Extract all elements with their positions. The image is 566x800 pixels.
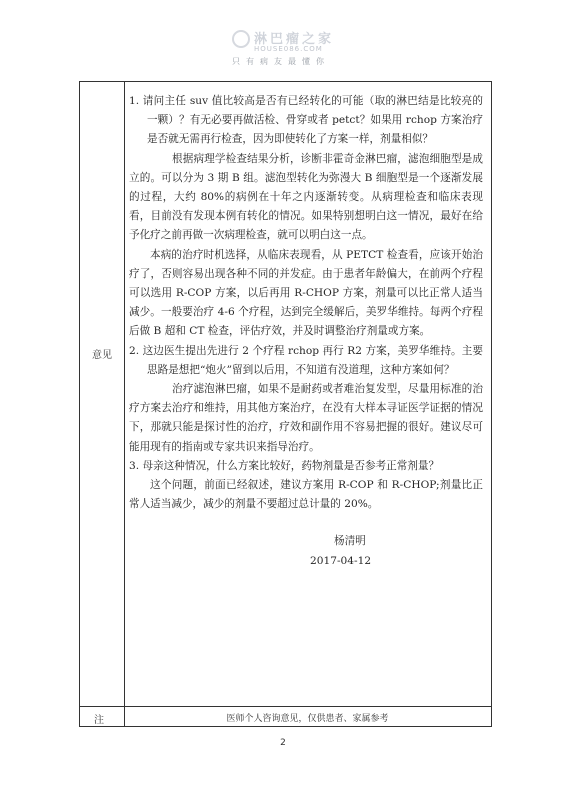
signature-date: 2017-04-12	[310, 554, 372, 567]
watermark-title: 淋巴瘤之家	[254, 32, 335, 47]
question-3: 3. 母亲这种情况，什么方案比较好，药物剂量是否参考正常剂量？	[129, 459, 440, 472]
row-divider	[80, 706, 491, 707]
opinion-label: 意见	[92, 350, 112, 361]
doctor-signature: 杨清明	[334, 535, 366, 548]
answer-3: 这个问题，前面已经叙述，建议方案用 R-COP 和 R-CHOP;剂量比正常人适当减少，减少的剂量不要超过总计量的 20%。	[129, 479, 483, 511]
opinion-content	[129, 92, 483, 571]
note-text: 医师个人咨询意见，仅供患者、家属参考	[226, 714, 389, 724]
column-divider	[124, 82, 125, 726]
watermark-logo-icon	[232, 30, 250, 48]
signature-block	[129, 532, 483, 570]
question-1: 1. 请问主任 suv 值比较高是否有已经转化的可能（取的淋巴结是比较亮的一颗）？有无必要再做活检、骨穿或者 petct？如果用 rchop 方案治疗是否就无需再行检查，因为即使转化了方案一样，剂量相似？	[129, 95, 483, 146]
watermark-slogan: 只有病友最懂你	[232, 57, 330, 66]
note-label: 注	[94, 715, 104, 726]
watermark	[232, 28, 382, 70]
answer-1-paragraph-2: 本病的治疗时机选择，从临床表现看，从 PETCT 检查看，应该开始治疗了，否则容易出现各种不同的并发症。由于患者年龄偏大，在前两个疗程可以选用 R-COP 方案，以后再用 R-CHOP 方案，剂量可以比正常人适当减少。一般要治疗 4-6 个疗程，达到完全缓解后，美罗华维持。每两个疗程后做 B 超和 CT 检查，评估疗效，并及时调整治疗剂量或方案。	[129, 248, 483, 338]
question-2: 2. 这边医生提出先进行 2 个疗程 rchop 再行 R2 方案，美罗华维持。主要思路是想把“炮火”留到以后用，不知道有没道理，这种方案如何？	[129, 344, 483, 376]
answer-2: 治疗滤泡淋巴瘤，如果不是耐药或者难治复发型，尽量用标准的治疗方案去治疗和维持，用其他方案治疗，在没有大样本寻证医学证据的情况下，那就只能是探讨性的治疗，疗效和副作用不容易把握的很好。建议尽可能用现有的指南或专家共识来指导治疗。	[129, 383, 483, 453]
watermark-domain: HOUSE086.COM	[254, 45, 323, 53]
opinion-form-table	[79, 81, 492, 727]
page-number: 2	[280, 738, 286, 748]
answer-1-paragraph-1: 根据病理学检查结果分析，诊断非霍奇金淋巴瘤，滤泡细胞型是成立的。可以分为 3 期 B 组。滤泡型转化为弥漫大 B 细胞型是一个逐渐发展的过程，大约 80%的病例在十年之内逐渐转变。从病理检查和临床表现看，目前没有发现本例有转化的情况。如果特别想明白这一情况，最好在给予化疗之前再做一次病理检查，就可以明白这一点。	[129, 152, 483, 242]
